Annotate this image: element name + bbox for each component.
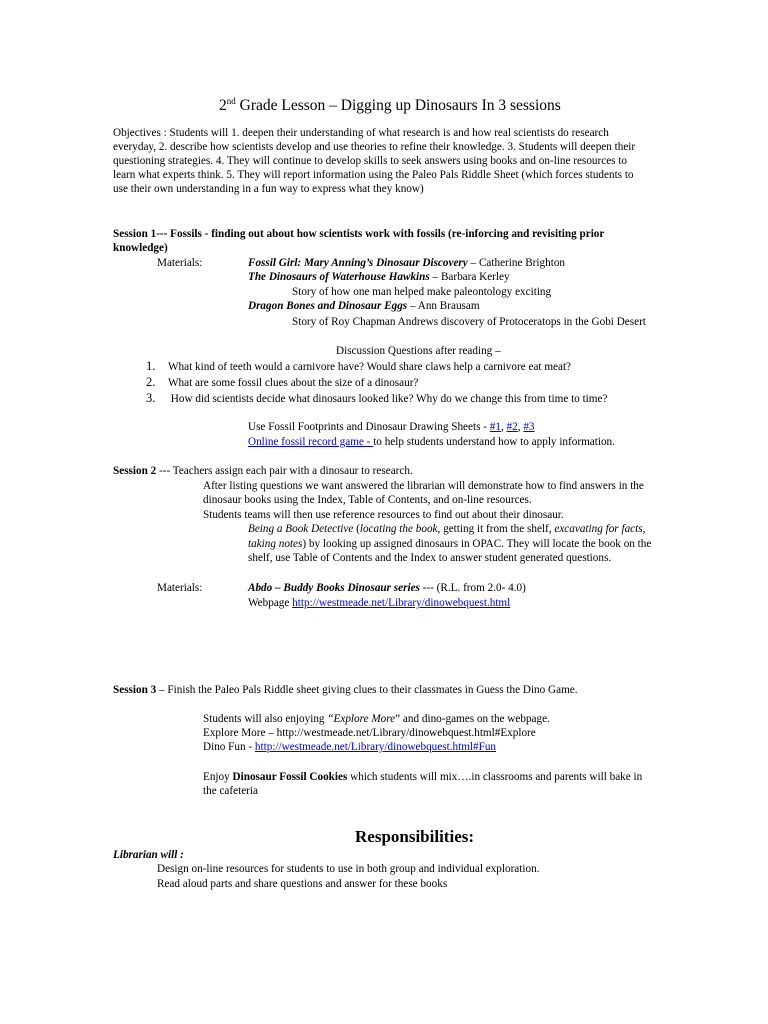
discussion-heading: Discussion Questions after reading – (336, 345, 501, 357)
dino-fun-link[interactable]: http://westmeade.net/Library/dinowebquest.html#Fun (254, 741, 497, 753)
sheet-link-2[interactable]: #2 (506, 421, 518, 433)
sheet-link-3[interactable]: #3 (523, 421, 535, 433)
fossil-game-link[interactable]: Online fossil record game - (248, 436, 374, 448)
book-fossil-girl: Fossil Girl: Mary Anning’s Dinosaur Discovery – Catherine Brighton (248, 257, 566, 269)
book-detective-line: Being a Book Detective (locating the book, getting it from the shelf, excavating for facts, (248, 523, 646, 535)
materials-label: Materials: (157, 257, 203, 269)
librarian-label: Librarian will : (113, 849, 184, 861)
responsibility-item: Read aloud parts and share questions and answer for these books (157, 878, 448, 890)
session2-text: After listing questions we want answered the librarian will demonstrate how to find answers in the (203, 480, 644, 492)
session1-heading-cont: knowledge) (113, 242, 168, 254)
book-description: Story of how one man helped make paleontology exciting (292, 286, 552, 298)
book-detective-line: shelf, use Table of Contents and the Index to answer student generated questions. (248, 552, 612, 564)
drawing-sheets-line: Use Fossil Footprints and Dinosaur Drawing Sheets - #1, #2, #3 (248, 421, 535, 433)
explore-more-intro: Students will also enjoying “Explore More” and dino-games on the webpage. (203, 713, 550, 725)
objectives-line: everyday, 2. describe how scientists develop and use theories to refine their knowledge. 3. Students will deepen their (113, 141, 636, 153)
sheet-link-1[interactable]: #1 (489, 421, 501, 433)
book-waterhouse-hawkins: The Dinosaurs of Waterhouse Hawkins – Barbara Kerley (248, 271, 510, 283)
cookies-line: Enjoy Dinosaur Fossil Cookies which students will mix….in classrooms and parents will bake in (203, 771, 643, 783)
page-title: 2nd Grade Lesson – Digging up Dinosaurs In 3 sessions (219, 96, 561, 114)
book-detective-line: taking notes) by looking up assigned dinosaurs in OPAC. They will locate the book on the (248, 538, 652, 550)
webpage-link[interactable]: http://westmeade.net/Library/dinowebquest.html (292, 597, 511, 609)
webpage-line: Webpage http://westmeade.net/Library/dinowebquest.html (248, 597, 511, 609)
session2-text: Students teams will then use reference resources to find out about their dinosaur. (203, 509, 564, 521)
session3-intro: Session 3 – Finish the Paleo Pals Riddle sheet giving clues to their classmates in Guess the Dino Game. (113, 684, 578, 696)
materials-label: Materials: (157, 582, 203, 594)
discussion-question: 3. How did scientists decide what dinosaurs looked like? Why do we change this from time to time? (146, 391, 608, 405)
book-dragon-bones: Dragon Bones and Dinosaur Eggs – Ann Brausam (248, 300, 480, 312)
objectives-line: Objectives : Students will 1. deepen their understanding of what research is and how real scientists do research (113, 127, 609, 139)
session2-text: dinosaur books using the Index, Table of Contents, and on-line resources. (203, 494, 532, 506)
dino-fun-line: Dino Fun - http://westmeade.net/Library/dinowebquest.html#Fun (203, 741, 497, 753)
objectives-line: use their own understanding in a fun way to express what they know) (113, 183, 424, 195)
discussion-question: 1. What kind of teeth would a carnivore have? Would share claws help a carnivore eat meat? (146, 359, 572, 373)
discussion-question: 2. What are some fossil clues about the size of a dinosaur? (146, 375, 419, 389)
objectives-line: learn what experts think. 5. They will report information using the Paleo Pals Riddle Sheet (which forces students to (113, 169, 634, 181)
book-description: Story of Roy Chapman Andrews discovery of Protoceratops in the Gobi Desert (292, 316, 646, 328)
session2-intro: Session 2 --- Teachers assign each pair with a dinosaur to research. (113, 465, 413, 477)
abdo-series: Abdo – Buddy Books Dinosaur series --- (R.L. from 2.0- 4.0) (248, 582, 526, 594)
explore-more-line: Explore More – http://westmeade.net/Library/dinowebquest.html#Explore (203, 727, 536, 739)
fossil-game-line: Online fossil record game - to help students understand how to apply information. (248, 436, 615, 448)
responsibilities-heading: Responsibilities: (355, 827, 475, 846)
session1-heading: Session 1--- Fossils - finding out about how scientists work with fossils (re-inforcing and revisiting prior (113, 228, 605, 240)
cookies-line: the cafeteria (203, 785, 258, 797)
objectives-line: questioning strategies. 4. They will continue to develop skills to seek answers using books and on-line resources to (113, 155, 628, 167)
responsibility-item: Design on-line resources for students to use in both group and individual exploration. (157, 863, 540, 875)
